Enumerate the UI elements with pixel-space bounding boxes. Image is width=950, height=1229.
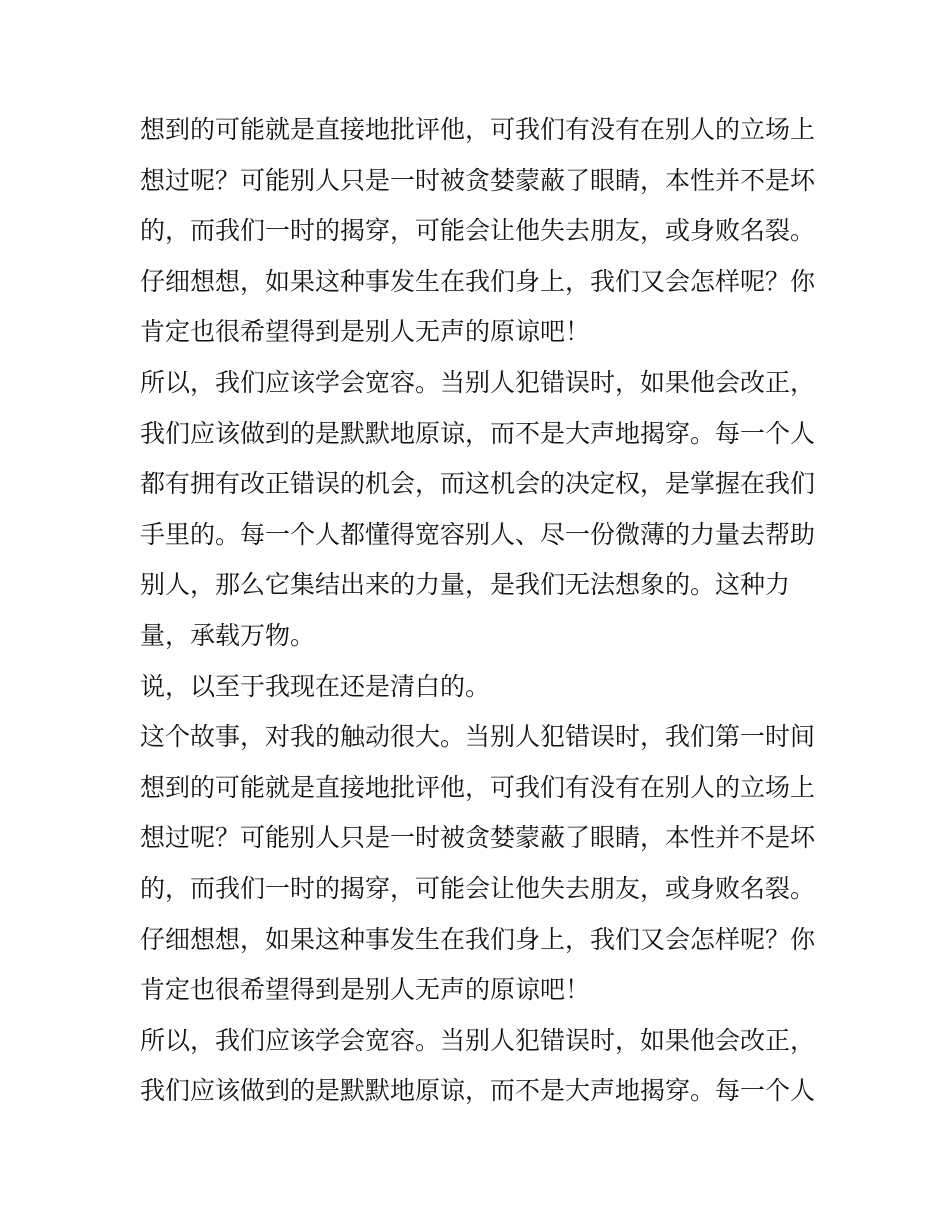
text-line: 想到的可能就是直接地批评他，可我们有没有在别人的立场上 bbox=[140, 115, 816, 144]
text-line: 我们应该做到的是默默地原谅，而不是大声地揭穿。每一个人 bbox=[140, 418, 816, 448]
text-line: 肯定也很希望得到是别人无声的原谅吧！ bbox=[140, 975, 591, 1005]
body-text bbox=[140, 105, 820, 1117]
text-line: 肯定也很希望得到是别人无声的原谅吧！ bbox=[140, 317, 591, 347]
text-line: 我们应该做到的是默默地原谅，而不是大声地揭穿。每一个人 bbox=[140, 1076, 816, 1106]
text-line: 仔细想想，如果这种事发生在我们身上，我们又会怎样呢？你 bbox=[140, 924, 816, 954]
text-line: 的，而我们一时的揭穿，可能会让他失去朋友，或身败名裂。 bbox=[140, 216, 816, 246]
text-line: 想过呢？可能别人只是一时被贪婪蒙蔽了眼睛，本性并不是坏 bbox=[140, 823, 816, 853]
text-line: 想到的可能就是直接地批评他，可我们有没有在别人的立场上 bbox=[140, 772, 816, 802]
text-line: 别人，那么它集结出来的力量，是我们无法想象的。这种力 bbox=[140, 570, 791, 600]
text-line: 都有拥有改正错误的机会，而这机会的决定权，是掌握在我们 bbox=[140, 469, 816, 499]
text-line: 仔细想想，如果这种事发生在我们身上，我们又会怎样呢？你 bbox=[140, 266, 816, 296]
text-line: 的，而我们一时的揭穿，可能会让他失去朋友，或身败名裂。 bbox=[140, 873, 816, 903]
text-line: 量，承载万物。 bbox=[140, 620, 316, 650]
text-line: 说，以至于我现在还是清白的。 bbox=[140, 671, 491, 701]
text-line: 想过呢？可能别人只是一时被贪婪蒙蔽了眼睛，本性并不是坏 bbox=[140, 165, 816, 195]
text-line: 这个故事，对我的触动很大。当别人犯错误时，我们第一时间 bbox=[140, 722, 816, 752]
text-line: 所以，我们应该学会宽容。当别人犯错误时，如果他会改正， bbox=[140, 367, 816, 397]
text-line: 所以，我们应该学会宽容。当别人犯错误时，如果他会改正， bbox=[140, 1025, 816, 1055]
text-line: 手里的。每一个人都懂得宽容别人、尽一份微薄的力量去帮助 bbox=[140, 519, 816, 549]
